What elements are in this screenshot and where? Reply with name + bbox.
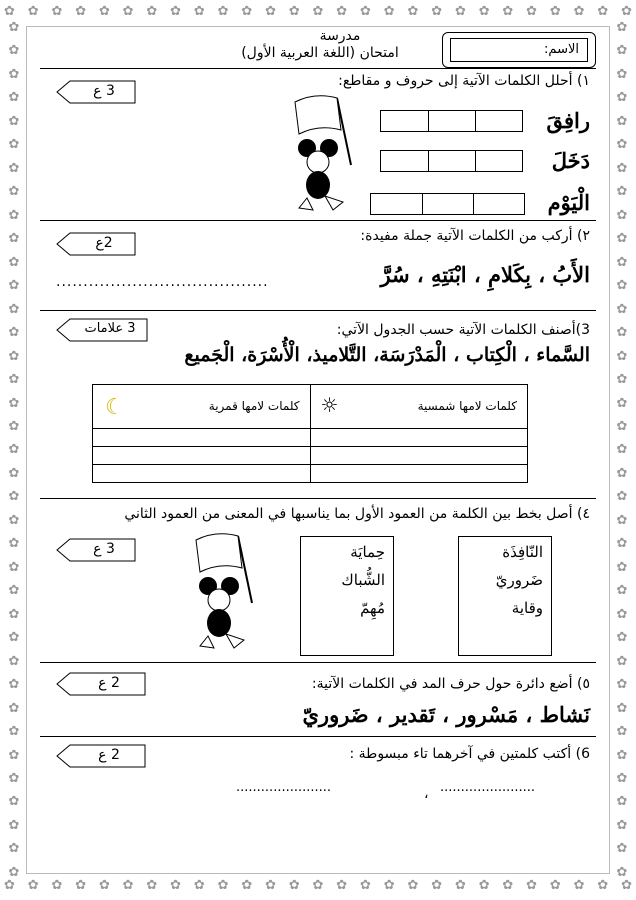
divider bbox=[40, 220, 596, 221]
table-cell[interactable] bbox=[310, 429, 528, 447]
score-tag-q1 bbox=[56, 80, 136, 104]
crescent-moon-icon: ☾ bbox=[105, 395, 125, 420]
match-col1-item[interactable]: ضَروريّ bbox=[495, 571, 543, 589]
table-cell[interactable] bbox=[93, 465, 311, 483]
school-label: مدرسة bbox=[319, 28, 361, 44]
match-col2-item[interactable]: حِمايَة bbox=[350, 543, 385, 561]
table-cell[interactable] bbox=[93, 429, 311, 447]
table-cell[interactable] bbox=[310, 465, 528, 483]
table-cell[interactable] bbox=[310, 447, 528, 465]
q1-word-1: رافِقَ bbox=[546, 108, 590, 133]
mouse-flag-icon bbox=[186, 528, 266, 652]
exam-title: امتحان (اللغة العربية الأول) bbox=[241, 45, 399, 61]
match-col1-item[interactable]: وقاية bbox=[511, 599, 543, 617]
border-right-icons: ✿ ✿ ✿ ✿ ✿ ✿ ✿ ✿ ✿ ✿ ✿ ✿ ✿ ✿ ✿ ✿ ✿ ✿ ✿ ✿ ✿ ✿ ✿ ✿ ✿ ✿ ✿ ✿ ✿ ✿ ✿ ✿ ✿ ✿ ✿ ✿ ✿ bbox=[616, 20, 628, 880]
divider bbox=[40, 736, 596, 737]
q3-words: السَّماء ، الْكِتاب ، الْمَدْرَسَة، التَّلاميذ، الْأُسْرَة، الْجَميع bbox=[184, 344, 590, 366]
match-column-1 bbox=[458, 536, 552, 656]
score-tag-q3 bbox=[56, 318, 148, 342]
score-tag-q2 bbox=[56, 232, 136, 256]
sun-icon: ☼ bbox=[320, 393, 339, 417]
sun-column-label: كلمات لامها شمسية bbox=[417, 399, 517, 413]
sun-column-header bbox=[310, 385, 528, 429]
score-q1: 3 ع bbox=[93, 83, 115, 99]
score-q2: 2ع bbox=[95, 235, 113, 251]
divider bbox=[40, 68, 596, 69]
score-tag-q6 bbox=[56, 744, 146, 768]
q1-answer-boxes-3[interactable] bbox=[370, 193, 525, 215]
match-col2-item[interactable]: مُهِمّ bbox=[360, 599, 385, 617]
q1-answer-boxes-1[interactable] bbox=[380, 110, 523, 132]
q6-prompt: 6) أكتب كلمتين في آخرهما تاء مبسوطة : bbox=[349, 746, 590, 762]
name-field[interactable] bbox=[450, 38, 588, 62]
score-tag-q4 bbox=[56, 538, 136, 562]
border-left-icons: ✿ ✿ ✿ ✿ ✿ ✿ ✿ ✿ ✿ ✿ ✿ ✿ ✿ ✿ ✿ ✿ ✿ ✿ ✿ ✿ ✿ ✿ ✿ ✿ ✿ ✿ ✿ ✿ ✿ ✿ ✿ ✿ ✿ ✿ ✿ ✿ ✿ bbox=[8, 20, 20, 880]
match-col1-item[interactable]: النّافِذَة bbox=[502, 543, 543, 561]
q5-words[interactable]: نَشاط ، مَسْرور ، تَقدير ، ضَروريّ bbox=[302, 702, 590, 727]
q2-answer-line[interactable]: ....................................... bbox=[56, 274, 269, 290]
q6-answer-line-1[interactable]: ....................... bbox=[440, 780, 536, 795]
score-q4: 3 ع bbox=[93, 541, 115, 557]
divider bbox=[40, 498, 596, 499]
q1-answer-boxes-2[interactable] bbox=[380, 150, 523, 172]
border-top-icons: ✿ ✿ ✿ ✿ ✿ ✿ ✿ ✿ ✿ ✿ ✿ ✿ ✿ ✿ ✿ ✿ ✿ ✿ ✿ ✿ ✿ ✿ ✿ ✿ ✿ ✿ ✿ bbox=[4, 4, 632, 19]
q1-word-3: الْيَوْم bbox=[547, 190, 590, 215]
score-q3: 3 علامات bbox=[84, 321, 136, 336]
q3-prompt: 3)أصنف الكلمات الآتية حسب الجدول الآتي: bbox=[336, 322, 590, 338]
moon-column-label: كلمات لامها قمرية bbox=[208, 399, 300, 413]
moon-column-header bbox=[93, 385, 311, 429]
border-bottom-icons: ✿ ✿ ✿ ✿ ✿ ✿ ✿ ✿ ✿ ✿ ✿ ✿ ✿ ✿ ✿ ✿ ✿ ✿ ✿ ✿ ✿ ✿ ✿ ✿ ✿ ✿ ✿ bbox=[4, 878, 632, 893]
q5-prompt: ٥) أضع دائرة حول حرف المد في الكلمات الآتية: bbox=[311, 676, 590, 692]
classification-table bbox=[92, 384, 528, 483]
mouse-flag-icon bbox=[285, 90, 365, 218]
table-cell[interactable] bbox=[93, 447, 311, 465]
q4-prompt: ٤) أصل بخط بين الكلمة من العمود الأول بما يناسبها في المعنى من العمود الثاني bbox=[124, 506, 590, 522]
score-q6: 2 ع bbox=[98, 747, 120, 763]
match-col2-item[interactable]: الشُّباك bbox=[341, 571, 385, 589]
q1-prompt: ١) أحلل الكلمات الآتية إلى حروف و مقاطع: bbox=[338, 73, 590, 89]
divider bbox=[40, 310, 596, 311]
score-q5: 2 ع bbox=[98, 675, 120, 691]
q2-words: الأَبُ ، بِكَلامِ ، ابْنَتِهِ ، سُرَّ bbox=[380, 262, 590, 287]
score-tag-q5 bbox=[56, 672, 146, 696]
q6-comma: ، bbox=[424, 786, 429, 802]
q6-answer-line-2[interactable]: ....................... bbox=[236, 780, 332, 795]
match-column-2 bbox=[300, 536, 394, 656]
q2-prompt: ٢) أركب من الكلمات الآتية جملة مفيدة: bbox=[360, 228, 590, 244]
divider bbox=[40, 662, 596, 663]
q1-word-2: دَخَلَ bbox=[551, 148, 590, 173]
name-label: الاسم: bbox=[544, 42, 579, 57]
